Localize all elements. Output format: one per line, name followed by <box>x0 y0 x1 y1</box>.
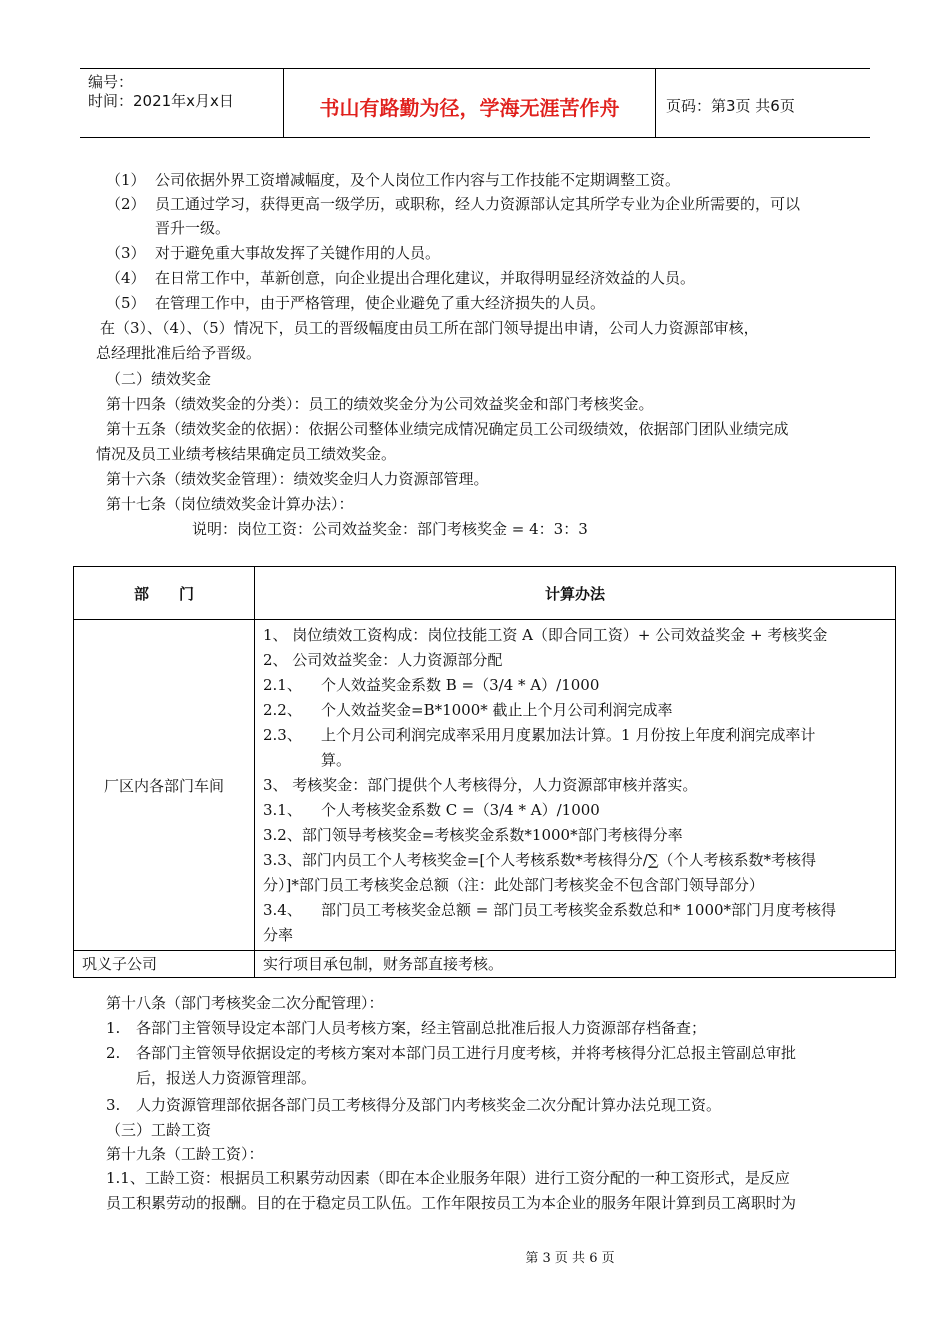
article-15: 第十五条（绩效奖金的依据）：依据公司整体业绩完成情况确定员工公司级绩效，依据部门团队业绩完成 <box>106 420 789 438</box>
paragraph: 在（3）、（4）、（5）情况下，员工的晋级幅度由员工所在部门领导提出申请，公司人力资源部审核， <box>100 319 759 337</box>
list-number: 2. <box>106 1044 121 1062</box>
method-line: 2.3、 上个月公司利润完成率采用月度累加法计算。1 月份按上年度利润完成率计 <box>263 726 816 744</box>
method-line: 2.2、 个人效益奖金=B*1000* 截止上个月公司利润完成率 <box>263 701 673 719</box>
method-line: 3、 考核奖金：部门提供个人考核得分，人力资源部审核并落实。 <box>263 776 698 794</box>
item-text: 对于避免重大事故发挥了关键作用的人员。 <box>155 244 441 262</box>
dept-cell: 厂区内各部门车间 <box>74 620 255 951</box>
method-line: 3.1、 个人考核奖金系数 C =（3/4 * A）/1000 <box>263 801 600 819</box>
method-line: 3.3、部门内员工个人考核奖金=[个人考核系数*考核得分/∑（个人考核系数*考核得 <box>263 851 817 869</box>
method-line: 分）]*部门员工考核奖金总额（注：此处部门考核奖金不包含部门领导部分） <box>263 876 764 894</box>
col-header-dept: 部 门 <box>74 567 255 620</box>
page-footer: 第 3 页 共 6 页 <box>525 1251 615 1266</box>
list-item: 各部门主管领导依据设定的考核方案对本部门员工进行月度考核，并将考核得分汇总报主管副总审批 <box>136 1044 797 1062</box>
header-motto: 书山有路勤为径，学海无涯苦作舟 <box>284 69 656 137</box>
item-number: （1） <box>106 171 146 189</box>
item-text: 在管理工作中，由于严格管理，使企业避免了重大经济损失的人员。 <box>155 294 606 312</box>
table-header-row <box>74 567 896 620</box>
method-line: 分率 <box>263 926 294 944</box>
item-number: （3） <box>106 244 146 262</box>
item-number: （5） <box>106 294 146 312</box>
list-item-continued: 后，报送人力资源管理部。 <box>136 1069 317 1087</box>
dept-cell: 巩义子公司 <box>74 951 255 978</box>
article-16: 第十六条（绩效奖金管理）：绩效奖金归人力资源部管理。 <box>106 470 489 488</box>
list-number: 1. <box>106 1019 121 1037</box>
table-row <box>74 951 896 978</box>
article-18: 第十八条（部门考核奖金二次分配管理）： <box>106 994 384 1012</box>
list-number: 3. <box>106 1096 121 1114</box>
method-line: 2、 公司效益奖金：人力资源部分配 <box>263 651 503 669</box>
paragraph: 总经理批准后给予晋级。 <box>96 344 262 362</box>
section-heading: （三）工龄工资 <box>106 1121 212 1139</box>
section-heading: （二）绩效奖金 <box>106 370 212 388</box>
list-item: 人力资源管理部依据各部门员工考核得分及部门内考核奖金二次分配计算办法兑现工资。 <box>136 1096 722 1114</box>
col-header-method: 计算办法 <box>255 567 896 620</box>
table-row <box>74 620 896 951</box>
article-19-1: 1.1、工龄工资：根据员工积累劳动因素（即在本企业服务年限）进行工资分配的一种工资形式，是反应 <box>106 1169 790 1187</box>
method-cell: 实行项目承包制，财务部直接考核。 <box>255 951 896 978</box>
article-19: 第十九条（工龄工资）： <box>106 1145 264 1163</box>
method-line: 1、 岗位绩效工资构成：岗位技能工资 A（即合同工资）+ 公司效益奖金 + 考核奖金 <box>263 626 828 644</box>
method-cell <box>255 620 896 951</box>
method-line: 算。 <box>321 751 352 769</box>
header-page-label: 页码：第3页 共6页 <box>666 96 795 115</box>
item-number: （2） <box>106 195 146 213</box>
article-15-continued: 情况及员工业绩考核结果确定员工绩效奖金。 <box>96 445 397 463</box>
page-header <box>80 68 870 138</box>
calc-table <box>73 566 896 978</box>
method-line: 2.1、 个人效益奖金系数 B =（3/4 * A）/1000 <box>263 676 600 694</box>
list-item: 各部门主管领导设定本部门人员考核方案，经主管副总批准后报人力资源部存档备查； <box>136 1019 707 1037</box>
method-line: 3.2、部门领导考核奖金=考核奖金系数*1000*部门考核得分率 <box>263 826 683 844</box>
method-line: 3.4、 部门员工考核奖金总额 = 部门员工考核奖金系数总和* 1000*部门月度考核得 <box>263 901 837 919</box>
article-19-1-continued: 员工积累劳动的报酬。目的在于稳定员工队伍。工作年限按员工为本企业的服务年限计算到员工离职时为 <box>106 1194 797 1212</box>
time-label: 时间：2021年x月x日 <box>88 92 234 110</box>
article-14: 第十四条（绩效奖金的分类）：员工的绩效奖金分为公司效益奖金和部门考核奖金。 <box>106 395 654 413</box>
item-text: 公司依据外界工资增减幅度，及个人岗位工作内容与工作技能不定期调整工资。 <box>155 171 681 189</box>
header-meta <box>80 69 284 137</box>
item-text-continued: 晋升一级。 <box>155 219 231 237</box>
item-number: （4） <box>106 269 146 287</box>
article-17: 第十七条（岗位绩效奖金计算办法）： <box>106 495 354 513</box>
item-text: 员工通过学习，获得更高一级学历，或职称，经人力资源部认定其所学专业为企业所需要的，可以 <box>155 195 801 213</box>
code-label: 编号： <box>88 73 134 91</box>
item-text: 在日常工作中，革新创意，向企业提出合理化建议，并取得明显经济效益的人员。 <box>155 269 696 287</box>
ratio-note: 说明：岗位工资：公司效益奖金：部门考核奖金 = 4：3：3 <box>192 520 588 538</box>
